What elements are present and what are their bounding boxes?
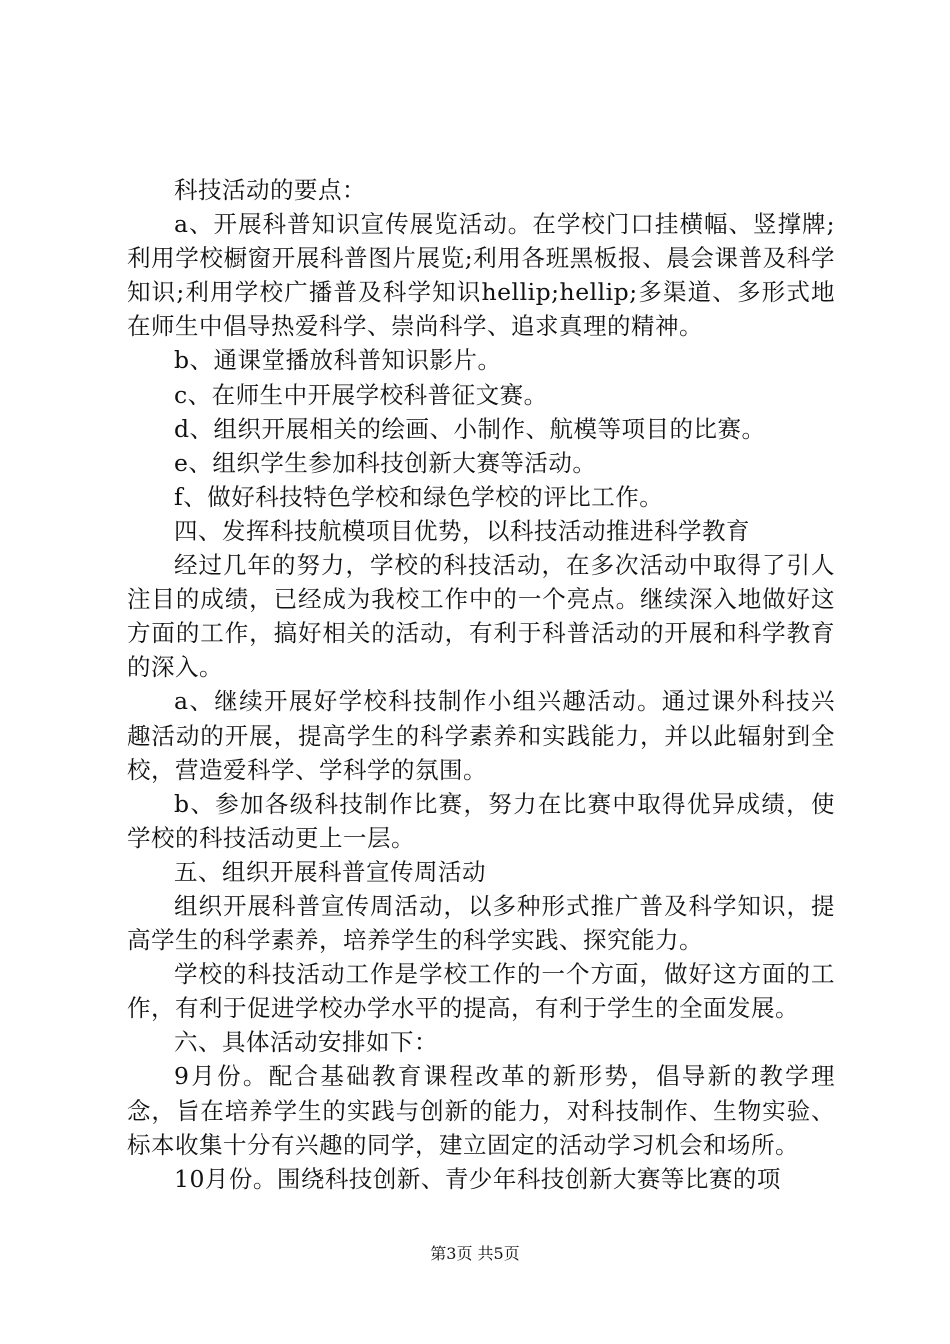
- paragraph: a、开展科普知识宣传展览活动。在学校门口挂横幅、竖撑牌;利用学校橱窗开展科普图片展览;利用各班黑板报、晨会课普及科学知识;利用学校广播普及科学知识hellip;hellip;多渠道、多形式地在师生中倡导热爱科学、崇尚科学、追求真理的精神。: [127, 210, 835, 341]
- section-heading: 五、组织开展科普宣传周活动: [174, 857, 486, 886]
- page-footer: [0, 1244, 950, 1264]
- paragraph: 经过几年的努力，学校的科技活动，在多次活动中取得了引人注目的成绩，已经成为我校工作中的一个亮点。继续深入地做好这方面的工作，搞好相关的活动，有利于科普活动的开展和科学教育的深入。: [127, 551, 835, 682]
- page-number: 第3页 共5页: [430, 1244, 520, 1263]
- paragraph: b、参加各级科技制作比赛，努力在比赛中取得优异成绩，使学校的科技活动更上一层。: [127, 789, 835, 852]
- paragraph: d、组织开展相关的绘画、小制作、航模等项目的比赛。: [174, 414, 766, 443]
- document-body: [127, 173, 835, 1196]
- paragraph: 科技活动的要点：: [174, 176, 366, 204]
- paragraph: a、继续开展好学校科技制作小组兴趣活动。通过课外科技兴趣活动的开展，提高学生的科学素养和实践能力，并以此辐射到全校，营造爱科学、学科学的氛围。: [127, 687, 835, 784]
- paragraph: b、通课堂播放科普知识影片。: [174, 346, 502, 375]
- section-heading: 四、发挥科技航模项目优势，以科技活动推进科学教育: [174, 516, 750, 545]
- paragraph: 组织开展科普宣传周活动，以多种形式推广普及科学知识，提高学生的科学素养，培养学生的科学实践、探究能力。: [127, 891, 835, 955]
- paragraph: e、组织学生参加科技创新大赛等活动。: [174, 448, 597, 477]
- section-heading: 六、具体活动安排如下：: [174, 1028, 438, 1057]
- paragraph: c、在师生中开展学校科普征文赛。: [174, 380, 548, 409]
- paragraph: 9月份。配合基础教育课程改革的新形势，倡导新的教学理念，旨在培养学生的实践与创新的能力，对科技制作、生物实验、标本收集十分有兴趣的同学，建立固定的活动学习机会和场所。: [127, 1062, 835, 1159]
- paragraph: 10月份。围绕科技创新、青少年科技创新大赛等比赛的项: [174, 1164, 781, 1193]
- paragraph: f、做好科技特色学校和绿色学校的评比工作。: [174, 482, 664, 511]
- paragraph: 学校的科技活动工作是学校工作的一个方面，做好这方面的工作，有利于促进学校办学水平的提高，有利于学生的全面发展。: [127, 960, 835, 1023]
